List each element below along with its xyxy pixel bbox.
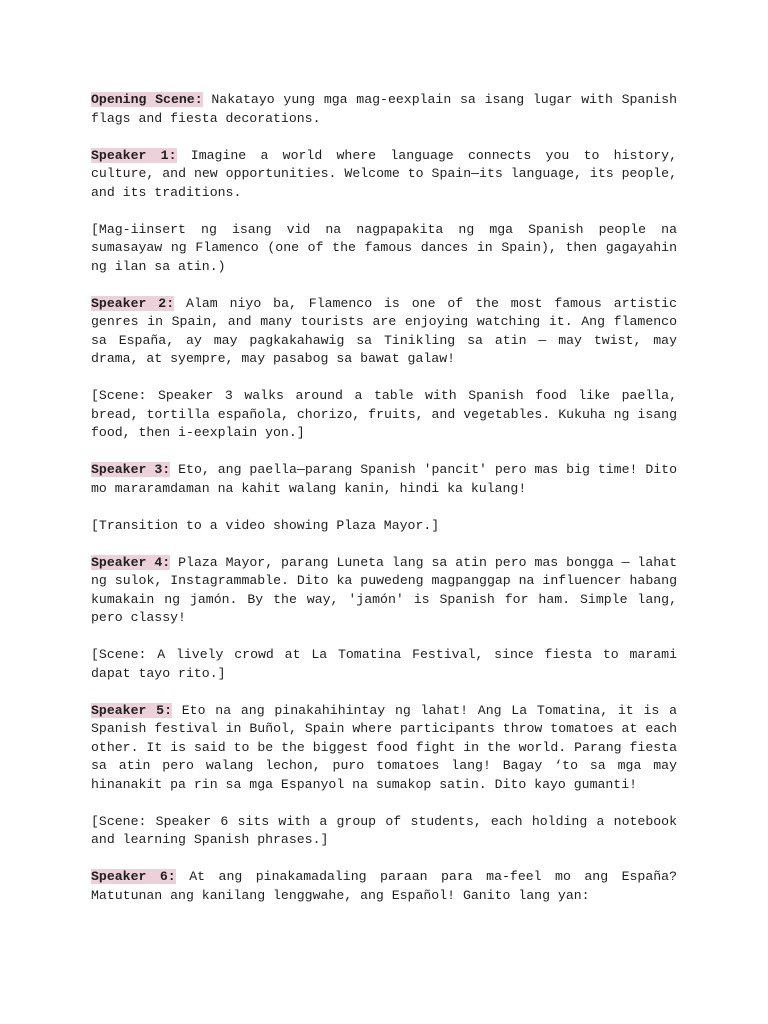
stage-direction-students: [Scene: Speaker 6 sits with a group of students, each holding a notebook and learning Spanish phrases.] xyxy=(91,813,677,847)
speaker-1-text: Imagine a world where language connects you to history, culture, and new opportunities. Welcome to Spain—its language, its people, and its traditions. xyxy=(91,147,677,200)
speaker-3-label: Speaker 3: xyxy=(91,462,171,477)
stage-direction-plaza-mayor: [Transition to a video showing Plaza Mayor.] xyxy=(91,517,440,533)
speaker-6-label: Speaker 6: xyxy=(91,869,176,884)
speaker-3-paragraph xyxy=(91,461,677,498)
opening-scene-label: Opening Scene: xyxy=(91,92,203,107)
speaker-6-paragraph xyxy=(91,868,677,905)
speaker-5-label: Speaker 5: xyxy=(91,702,172,718)
speaker-3-text: Eto, ang paella—parang Spanish 'pancit' pero mas big time! Dito mo mararamdaman na kahit walang kanin, hindi ka kulang! xyxy=(91,462,678,496)
speaker-2-text: Alam niyo ba, Flamenco is one of the most famous artistic genres in Spain, and many tourists are enjoying watching it. Ang flamenco sa España, ay may pagkakahawig sa Tinikling sa atin — may twist, may drama, at syempre, may pasabog sa bawat galaw! xyxy=(91,295,678,366)
stage-direction-flamenco: [Mag-iinsert ng isang vid na nagpapakita ng mga Spanish people na sumasayaw ng Flamenco (one of the famous dances in Spain), then gagayahin ng ilan sa atin.) xyxy=(91,221,677,274)
speaker-4-text: Plaza Mayor, parang Luneta lang sa atin pero mas bongga — lahat ng sulok, Instagrammable. Dito ka puwedeng magpanggap na influencer habang kumakain ng jamón. By the way, 'jamón' is Spanish for ham. Simple lang, pero classy! xyxy=(91,554,678,625)
speaker-2-paragraph xyxy=(91,295,677,369)
speaker-5-paragraph xyxy=(91,702,677,795)
speaker-4-paragraph xyxy=(91,554,677,628)
speaker-1-paragraph xyxy=(91,147,677,203)
speaker-6-text: At ang pinakamadaling paraan para ma-feel mo ang España? Matutunan ang kanilang lenggwahe, ang Español! Ganito lang yan: xyxy=(91,869,677,903)
stage-direction-food: [Scene: Speaker 3 walks around a table with Spanish food like paella, bread, tortilla española, chorizo, fruits, and vegetables. Kukuha ng isang food, then i-eexplain yon.] xyxy=(91,388,677,440)
opening-scene-paragraph xyxy=(91,91,677,128)
stage-direction-la-tomatina: [Scene: A lively crowd at La Tomatina Festival, since fiesta to marami dapat tayo rito.] xyxy=(91,647,677,681)
speaker-5-text: Eto na ang pinakahihintay ng lahat! Ang La Tomatina, it is a Spanish festival in Buñol, Spain where participants throw tomatoes at each other. It is said to be the biggest food fight in the world. Parang fiesta sa atin pero walang lechon, puro tomatoes lang! Bagay ‘to sa mga may hinanakit pa rin sa mga Espanyol na sumakop satin. Dito kayo gumanti! xyxy=(91,702,677,792)
speaker-1-label: Speaker 1: xyxy=(91,147,177,163)
opening-scene-text: Nakatayo yung mga mag-eexplain sa isang lugar with Spanish flags and fiesta decorations. xyxy=(91,92,677,126)
speaker-2-label: Speaker 2: xyxy=(91,295,175,311)
document-page xyxy=(91,91,677,924)
speaker-4-label: Speaker 4: xyxy=(91,554,171,570)
